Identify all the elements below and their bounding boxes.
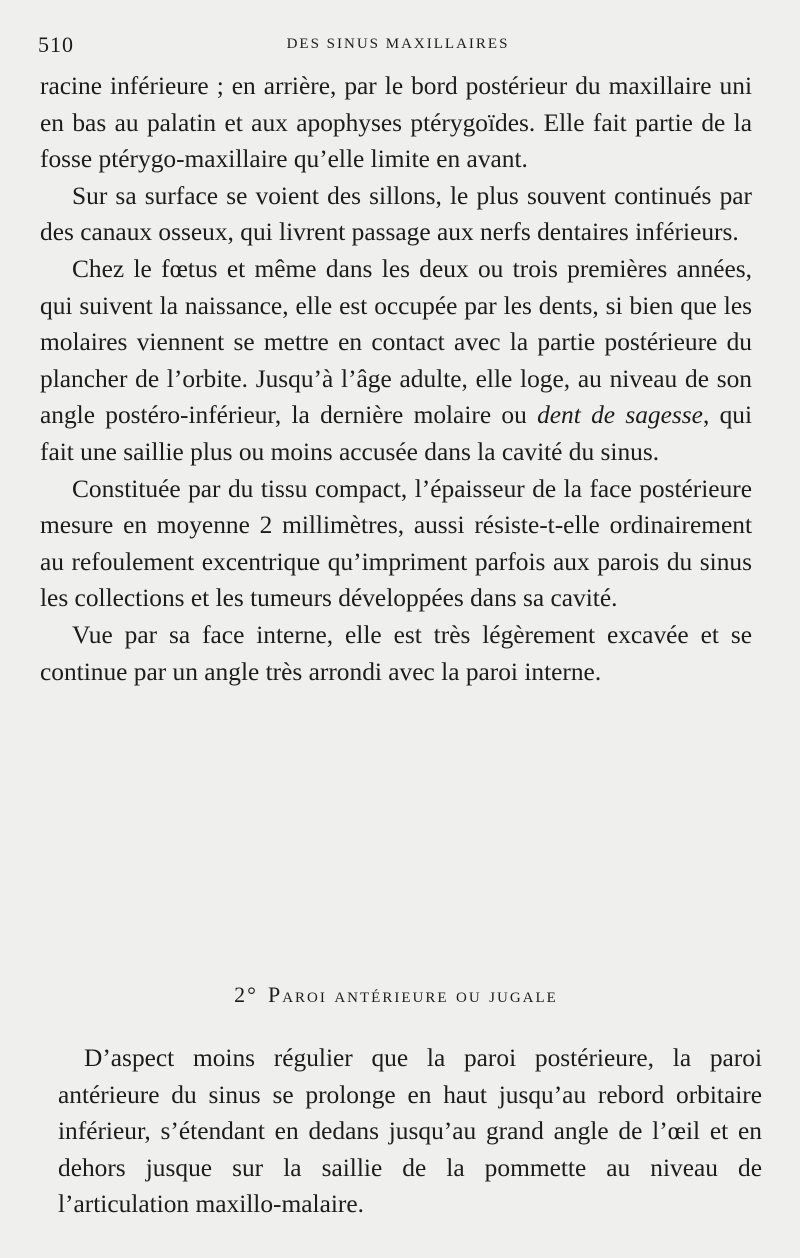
paragraph-3-after: , qui fait une saillie plus ou moins accusée dans la cavité du sinus. bbox=[40, 401, 753, 466]
running-head bbox=[38, 32, 758, 62]
section-body-text bbox=[58, 1040, 762, 1223]
section-heading bbox=[40, 982, 752, 1008]
page-number: 510 bbox=[38, 32, 74, 57]
running-title: DES SINUS MAXILLAIRES bbox=[286, 36, 510, 52]
section-number: 2° bbox=[234, 982, 258, 1007]
paragraph-3 bbox=[40, 251, 752, 471]
paragraph-4: Constituée par du tissu compact, l’épaisseur de la face postérieure mesure en moyenne 2 millimètres, aussi résiste-t-elle ordinairement au refoulement excentrique qu’impriment parfois aux parois du sinus les collections et les tumeurs développées dans sa cavité. bbox=[40, 474, 752, 613]
paragraph-5: Vue par sa face interne, elle est très légèrement excavée et se continue par un angle très arrondi avec la paroi interne. bbox=[40, 620, 752, 686]
section-title: Paroi antérieure ou jugale bbox=[267, 982, 558, 1007]
body-text bbox=[40, 68, 752, 690]
paragraph-3-before: Chez le fœtus et même dans les deux ou trois premières années, qui suivent la naissance, elle est occupée par les dents, si bien que les molaires viennent se mettre en contact avec la partie postérieure du plancher de l’orbite. Jusqu’à l’âge adulte, elle loge, au niveau de son angle postéro-inférieur, la dernière molaire ou bbox=[40, 254, 752, 430]
section-paragraph-1: D’aspect moins régulier que la paroi postérieure, la paroi antérieure du sinus se prolonge en haut jusqu’au rebord orbitaire inférieur, s’étendant en dedans jusqu’au grand angle de l’œil et en dehors jusque sur la saillie de la pommette au niveau de l’articulation maxillo-malaire. bbox=[58, 1044, 762, 1219]
paragraph-2: Sur sa surface se voient des sillons, le plus souvent continués par des canaux osseux, qui livrent passage aux nerfs dentaires inférieurs. bbox=[40, 181, 752, 247]
paragraph-3-italic: dent de sagesse bbox=[537, 401, 703, 430]
paragraph-1: racine inférieure ; en arrière, par le bord postérieur du maxillaire uni en bas au palatin et aux apophyses ptérygoïdes. Elle fait partie de la fosse ptérygo-maxillaire qu’elle limite en avant. bbox=[40, 72, 752, 174]
